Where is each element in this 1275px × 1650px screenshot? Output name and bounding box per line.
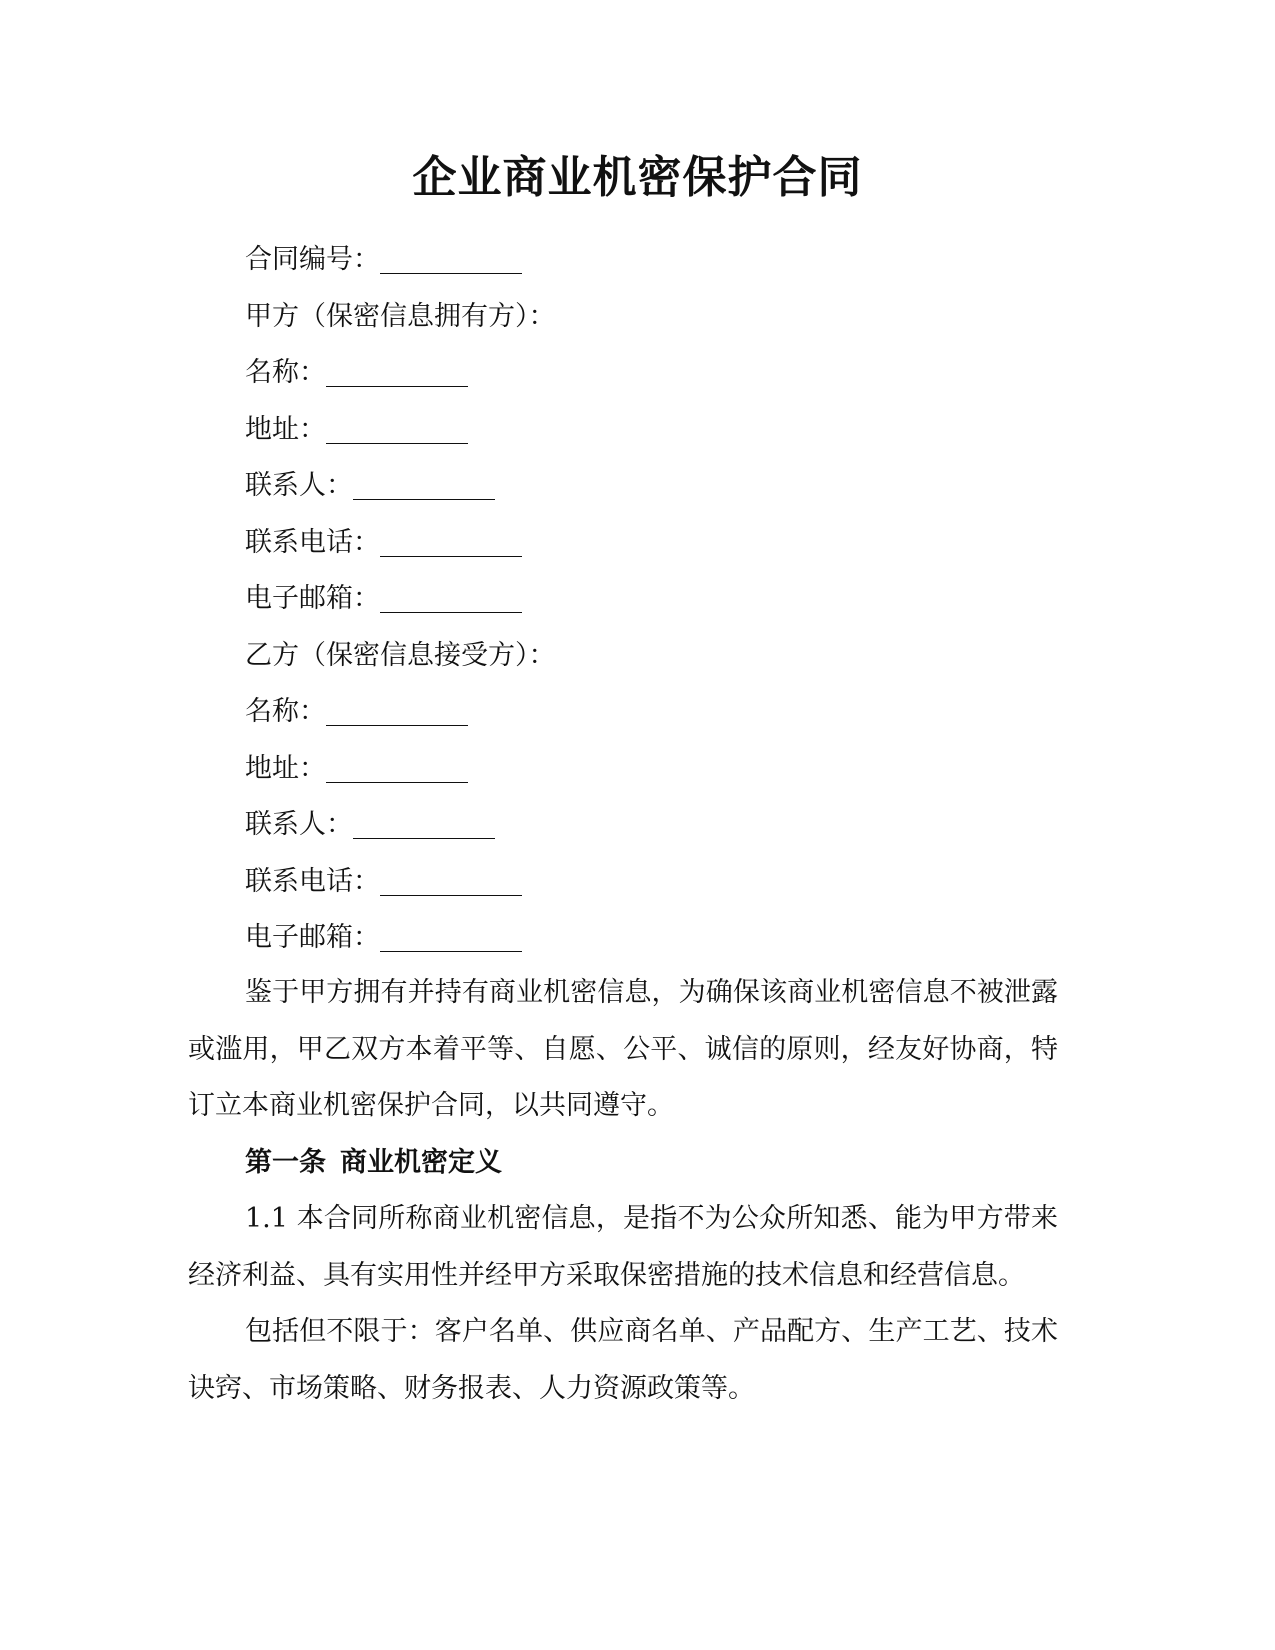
party-a-address-line: [245, 402, 1045, 459]
article-number: 第一条: [245, 1146, 326, 1178]
party-b-address-blank: [326, 752, 468, 783]
field-label: 地址：: [245, 413, 326, 445]
party-a-contact-blank: [353, 469, 495, 500]
party-a-email-line: [245, 571, 1045, 628]
party-b-email-blank: [380, 921, 522, 952]
party-a-email-blank: [380, 582, 522, 613]
field-label: 乙方（保密信息接受方）：: [245, 639, 556, 671]
field-label: 甲方（保密信息拥有方）：: [245, 300, 556, 332]
party-a-name-line: [245, 345, 1045, 402]
field-label: 电子邮箱：: [245, 922, 380, 953]
party-b-contact-blank: [353, 808, 495, 839]
field-label: 合同编号：: [245, 244, 380, 275]
party-a-address-blank: [326, 413, 468, 444]
party-b-address-line: [245, 741, 1045, 798]
field-label: 名称：: [245, 357, 326, 388]
party-a-phone-blank: [380, 526, 522, 557]
party-info-fields: [245, 232, 1045, 967]
document-title: 企业商业机密保护合同: [412, 152, 863, 203]
party-b-email-line: [245, 910, 1045, 967]
party-b-phone-blank: [380, 865, 522, 896]
clause-1-1-paragraph: 1.1 本合同所称商业机密信息，是指不为公众所知悉、能为甲方带来经济利益、具有实用性并经甲方采取保密措施的技术信息和经营信息。: [188, 1203, 1058, 1291]
field-label: 电子邮箱：: [245, 583, 380, 614]
article-title: 商业机密定义: [340, 1146, 502, 1178]
contract-number-line: [245, 232, 1045, 289]
party-b-name-blank: [326, 695, 468, 726]
contract-number-blank: [380, 243, 522, 274]
party-b-contact-line: [245, 797, 1045, 854]
party-a-contact-line: [245, 458, 1045, 515]
includes-paragraph: 包括但不限于：客户名单、供应商名单、产品配方、生产工艺、技术诀窍、市场策略、财务报表、人力资源政策等。: [188, 1316, 1058, 1404]
field-label: 联系人：: [245, 809, 353, 840]
field-label: 名称：: [245, 696, 326, 727]
field-label: 联系人：: [245, 470, 353, 501]
party-a-heading: [245, 289, 1045, 346]
party-a-phone-line: [245, 515, 1045, 572]
party-a-name-blank: [326, 356, 468, 387]
party-b-name-line: [245, 684, 1045, 741]
party-b-heading: [245, 628, 1045, 685]
field-label: 联系电话：: [245, 526, 380, 558]
field-label: 地址：: [245, 752, 326, 784]
preamble-paragraph: 鉴于甲方拥有并持有商业机密信息，为确保该商业机密信息不被泄露或滥用，甲乙双方本着平等、自愿、公平、诚信的原则，经友好协商，特订立本商业机密保护合同，以共同遵守。: [188, 977, 1058, 1121]
article-1-heading: [188, 1135, 1058, 1192]
field-label: 联系电话：: [245, 865, 380, 897]
party-b-phone-line: [245, 854, 1045, 911]
contract-body: [188, 965, 1058, 1417]
